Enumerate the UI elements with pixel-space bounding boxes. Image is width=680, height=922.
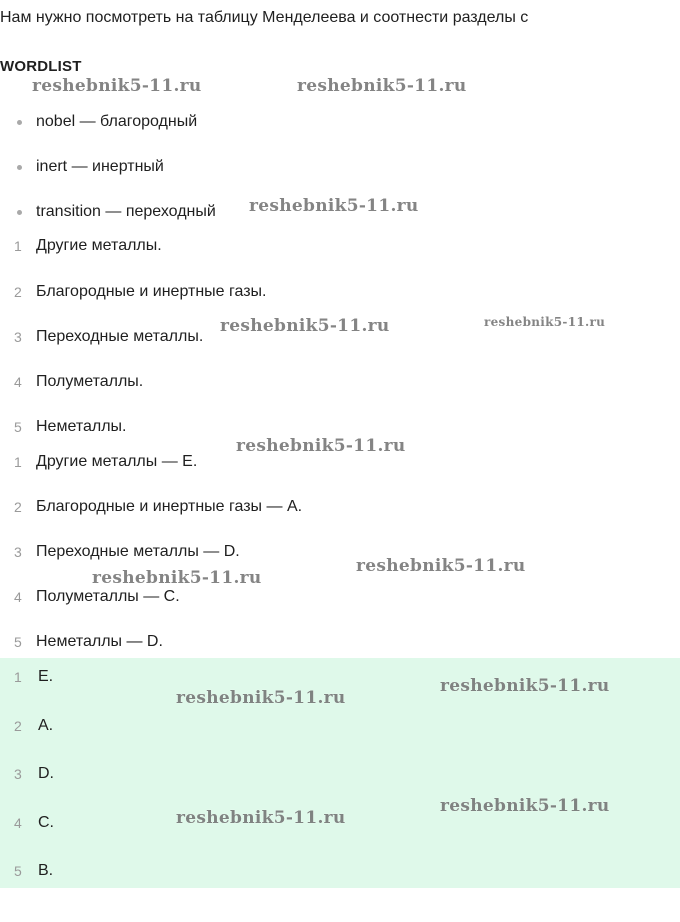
answer-item-text: A. — [38, 717, 54, 734]
watermark: reshebnik5-11.ru — [440, 796, 610, 816]
item-number: 5 — [14, 863, 22, 879]
watermark: reshebnik5-11.ru — [440, 676, 610, 696]
match-item-text: Полуметаллы — C. — [36, 588, 180, 605]
item-number: 4 — [14, 815, 22, 831]
watermark: reshebnik5-11.ru — [92, 568, 262, 588]
watermark: reshebnik5-11.ru — [220, 316, 390, 336]
bullet-icon — [17, 165, 22, 170]
match-item-text: Благородные и инертные газы — A. — [36, 498, 303, 515]
bullet-icon — [17, 210, 22, 215]
item-number: 4 — [14, 374, 22, 390]
answer-item-text: E. — [38, 668, 54, 685]
item-number: 2 — [14, 284, 22, 300]
wordlist-item-text: nobel — благородный — [36, 113, 198, 130]
wordlist-item-text: inert — инертный — [36, 158, 164, 175]
watermark: reshebnik5-11.ru — [236, 436, 406, 456]
answer-item-text: C. — [38, 814, 54, 831]
item-number: 5 — [14, 634, 22, 650]
item-number: 5 — [14, 419, 22, 435]
item-number: 2 — [14, 718, 22, 734]
watermark: reshebnik5-11.ru — [484, 315, 606, 329]
match-item-text: Неметаллы — D. — [36, 633, 163, 650]
wordlist-heading: WORDLIST — [0, 58, 82, 75]
item-number: 1 — [14, 238, 22, 254]
item-number: 1 — [14, 454, 22, 470]
answer-item-text: B. — [38, 862, 54, 879]
wordlist-item-text: transition — переходный — [36, 203, 216, 220]
item-number: 2 — [14, 499, 22, 515]
intro-text: Нам нужно посмотреть на таблицу Менделеева и соотнести разделы с — [0, 9, 529, 26]
watermark: reshebnik5-11.ru — [249, 196, 419, 216]
watermark: reshebnik5-11.ru — [297, 76, 467, 96]
section-item-text: Переходные металлы. — [36, 328, 204, 345]
bullet-icon — [17, 120, 22, 125]
match-item-text: Переходные металлы — D. — [36, 543, 240, 560]
watermark: reshebnik5-11.ru — [32, 76, 202, 96]
section-item-text: Полуметаллы. — [36, 373, 144, 390]
item-number: 3 — [14, 544, 22, 560]
section-item-text: Другие металлы. — [36, 237, 162, 254]
watermark: reshebnik5-11.ru — [176, 808, 346, 828]
watermark: reshebnik5-11.ru — [176, 688, 346, 708]
answer-item-text: D. — [38, 765, 54, 782]
section-item-text: Благородные и инертные газы. — [36, 283, 267, 300]
item-number: 1 — [14, 669, 22, 685]
watermark: reshebnik5-11.ru — [356, 556, 526, 576]
item-number: 3 — [14, 766, 22, 782]
item-number: 4 — [14, 589, 22, 605]
section-item-text: Неметаллы. — [36, 418, 127, 435]
match-item-text: Другие металлы — E. — [36, 453, 198, 470]
item-number: 3 — [14, 329, 22, 345]
